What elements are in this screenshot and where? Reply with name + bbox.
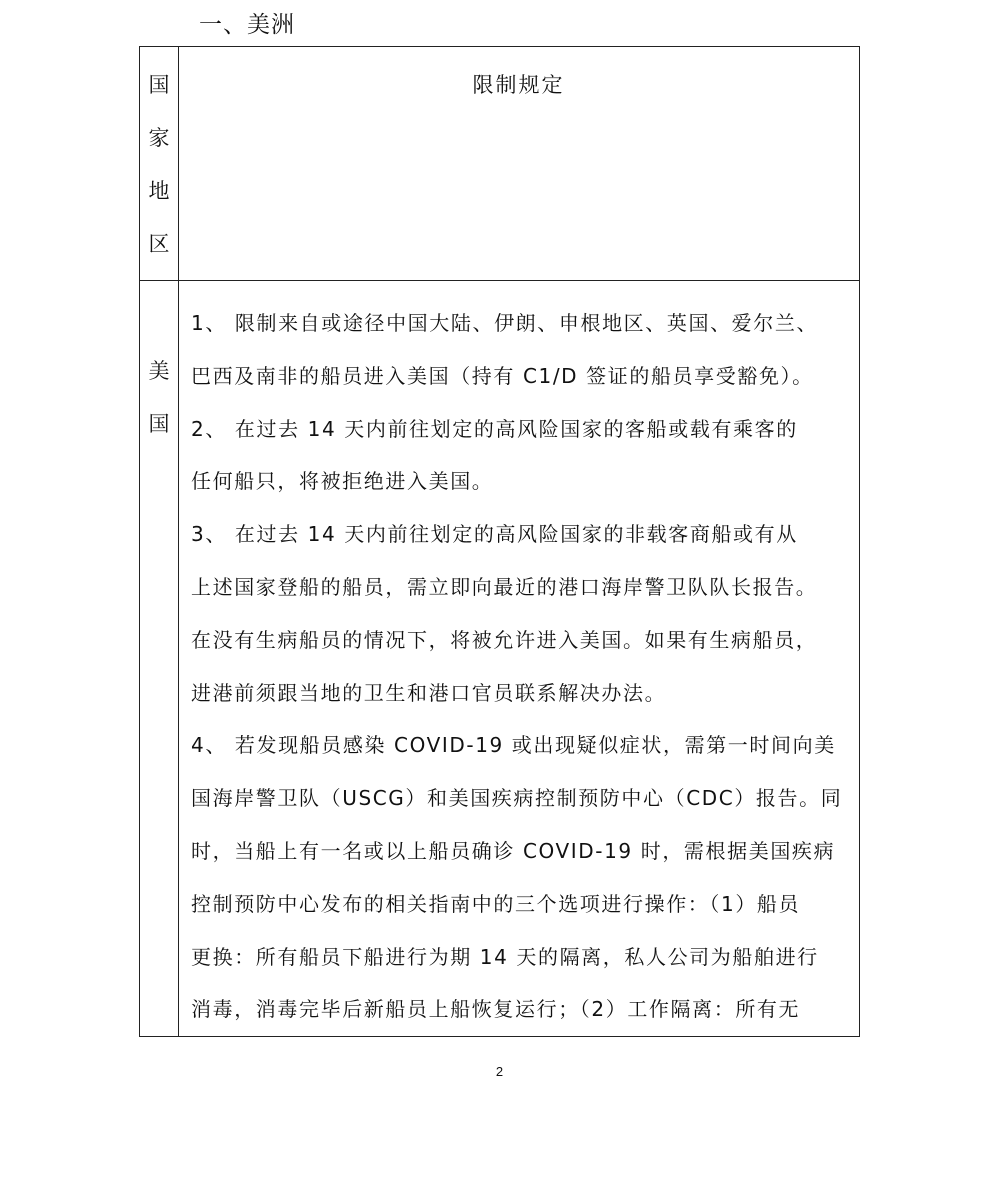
section-heading: 一、美洲 <box>199 12 295 38</box>
header-country-char: 家 <box>148 126 170 150</box>
page-number: 2 <box>495 1064 504 1079</box>
row-divider <box>140 280 859 281</box>
header-country-char: 区 <box>148 232 170 256</box>
header-restrictions: 限制规定 <box>472 73 565 97</box>
content-line: 3、 在过去 14 天内前往划定的高风险国家的非载客商船或有从 <box>191 522 798 547</box>
column-divider <box>178 47 179 1036</box>
content-line: 4、 若发现船员感染 COVID-19 或出现疑似症状，需第一时间向美 <box>191 733 836 758</box>
header-country-char: 国 <box>148 73 170 97</box>
content-line: 国海岸警卫队（USCG）和美国疾病控制预防中心（CDC）报告。同 <box>191 786 843 811</box>
country-char: 美 <box>148 359 170 383</box>
content-line: 控制预防中心发布的相关指南中的三个选项进行操作：（1）船员 <box>191 891 801 916</box>
restrictions-content <box>191 297 853 1036</box>
content-line: 进港前须跟当地的卫生和港口官员联系解决办法。 <box>191 680 667 705</box>
content-line: 任何船只，将被拒绝进入美国。 <box>191 469 494 494</box>
country-cell-usa <box>140 345 178 451</box>
content-line: 巴西及南非的船员进入美国（持有 C1/D 签证的船员享受豁免）。 <box>191 363 814 388</box>
content-line: 消毒，消毒完毕后新船员上船恢复运行；（2）工作隔离：所有无 <box>191 997 801 1022</box>
content-line: 1、 限制来自或途径中国大陆、伊朗、申根地区、英国、爱尔兰、 <box>191 311 819 335</box>
header-country-region <box>140 59 178 271</box>
country-char: 国 <box>148 412 170 436</box>
content-line: 在没有生病船员的情况下，将被允许进入美国。如果有生病船员， <box>191 627 818 652</box>
header-country-char: 地 <box>148 179 170 203</box>
content-line: 上述国家登船的船员，需立即向最近的港口海岸警卫队队长报告。 <box>191 574 818 599</box>
content-line: 时，当船上有一名或以上船员确诊 COVID-19 时，需根据美国疾病 <box>191 838 836 863</box>
content-line: 2、 在过去 14 天内前往划定的高风险国家的客船或载有乘客的 <box>191 416 798 441</box>
regulation-table <box>139 46 860 1037</box>
content-line: 更换：所有船员下船进行为期 14 天的隔离，私人公司为船舶进行 <box>191 944 819 969</box>
